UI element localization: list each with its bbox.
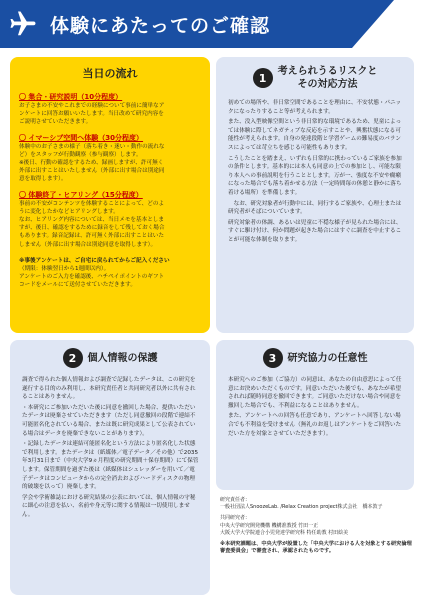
- privacy-paragraph: 調査で得られた個人情報および調査で記録したデータは、この研究を遂行する目的のみ利用し、本研究責任者と共同研究者以外に共有されることはありません。: [22, 377, 196, 401]
- section-number-badge: 2: [63, 348, 83, 368]
- flow-step-text: ど）をスタッフが行動観察（参与観察）します。: [19, 151, 142, 158]
- header-corner: [352, 0, 422, 48]
- credit-line: 中央大学研究開発機構 機構准教授 竹田一正: [220, 522, 319, 529]
- page-header: [0, 0, 422, 48]
- flow-step-text: 事前の不安がコンテンツを体験することによって、どのよ: [19, 200, 165, 207]
- airplane-icon: [0, 0, 46, 48]
- flow-step-text: なお、ヒアリング内容については、当日メモを基本としま: [19, 217, 164, 224]
- flow-note-text: コードをメールにて送付させていただきます。: [19, 282, 136, 289]
- research-credits: [220, 497, 416, 555]
- credit-line: 研究責任者：: [220, 497, 251, 503]
- flow-notes: [19, 257, 202, 290]
- risk-body: [216, 91, 414, 245]
- flow-step: [19, 133, 202, 184]
- risk-heading: [216, 65, 414, 91]
- flow-step-text: すが、後日、確認をするために録音をして残しておく場合: [19, 225, 165, 232]
- voluntary-heading: [216, 348, 414, 368]
- flow-step-text: ンケートに回答お願いいたします。当日改めて研究内容を: [19, 111, 164, 118]
- voluntary-body: [216, 368, 414, 438]
- flow-step: [19, 190, 202, 249]
- flow-note-text: アンケートのご入力を確認後、ハチペイポイントのギフト: [19, 274, 165, 281]
- privacy-paragraph: 学会や学術雑誌における研究結果の公表においては、個人情報の守秘に細心の注意を払い、名前や身元等に関する情報は一切使用しません。: [22, 494, 196, 518]
- flow-step-text: ※後日、行動の確認をするため、録画しますが、許可無く: [19, 160, 164, 167]
- flow-step: [19, 92, 202, 127]
- page-title: 体験にあたってのご確認: [50, 14, 271, 37]
- credit-line: 共同研究者：: [220, 515, 251, 522]
- risk-paragraph: 研究対象者の体調、あるいは児童に不穏な様子が見られた場合には、すぐに駆け付け、何か問題が起きた場合にはすぐに調査を中止することが可能な体制を取ります。: [228, 219, 402, 243]
- risk-title-line: その対応方法: [297, 79, 358, 90]
- privacy-title: 個人情報の保護: [87, 352, 158, 364]
- risk-paragraph: こうしたことを踏まえ、いずれも日常的に携わっているご家族を参加の条件とします。基本的には本人も同意の上での参加とし、可能な限り本人への事前説明を行うこととします。万が一、強度な不安や癇癪になった場合でも落ち着かせる方法（一定時間毎の休憩と静かに落ち着ける場所）を準備します。: [228, 155, 402, 196]
- flow-step-text: 外部に出すことはいたしません（外部に出す場合は別途同: [19, 168, 165, 175]
- flow-step-text: もあります。録音記録は、許可無く外部に出すことはいた: [19, 233, 164, 240]
- section-number-badge: 1: [253, 68, 273, 88]
- flow-panel: [10, 57, 210, 333]
- credit-line: 一般社団法人SnoozeLab. /Relax Creation project株式会社 橋本敦子: [220, 504, 383, 511]
- flow-note-text: ※事後アンケートは、ご自宅に戻られてからご記入ください: [19, 257, 170, 264]
- voluntary-title: 研究協力の任意性: [287, 352, 368, 364]
- risk-title: [278, 65, 378, 91]
- flow-step-heading: 〇 体験終了・ヒアリング（15分程度）: [19, 190, 143, 199]
- voluntary-panel: [216, 340, 414, 490]
- risk-paragraph: また、没入型映像空間という非日常的な環境であるため、児童によっては体験に際してネガティブな反応を示すことや、興奮状態になる可能性が考えられます。自身の発達段階と学習ゲームの難易度のバランスによっては苛立ちを感じる可能性もあります。: [228, 119, 402, 151]
- ethics-approval-note: ※本研究課題は、中央大学が設置した「中央大学における人を対象とする研究倫理審査委員会」で審査され、承認されたものです。: [220, 541, 412, 555]
- risk-paragraph: 初めての場所や、非日常空間であることを理由に、不安状態・パニックになったりすること等が考えられます。: [228, 100, 402, 115]
- flow-step-text: 意を取得します）。: [19, 176, 67, 183]
- privacy-paragraph: ・本研究にご参加いただいた後に同意を撤回した場合、提供いただいたデータは廃棄させていただきます（ただし同意撤回の段階で連結不可能匿名化されている場合、または既に研究成果として公表されている場合はデータを廃棄できないことがあります）。: [22, 404, 196, 437]
- privacy-paragraph: ・記録したデータは連結可能匿名化という方法により匿名化した状態で利用します。またデータは（紙媒体／電子データ／その他）で2035年3月31日まで（中央大学9ヵ月程度の研究期間＋保存期間）にて保管します。保管期間を過ぎた後は（紙媒体はシュレッダーを用いて／電子データはコンピュータからの完全消去およびハードディスクの物理的破壊を以って）廃棄します。: [22, 441, 199, 491]
- risk-panel: [216, 57, 414, 333]
- voluntary-paragraph: また、アンケートへの回答も任意であり、アンケートへ回答しない場合でも不利益を受けません（無礼のお返しはアンケートをご回答いただいた方を対象とさせていただきます）。: [228, 413, 402, 437]
- flow-step-text: ご説明させていただきます。: [19, 119, 92, 126]
- flow-step-heading: 〇 集合・研究説明（10分程度）: [19, 93, 123, 101]
- privacy-panel: [10, 340, 210, 595]
- flow-step-text: お子さまの不安やこれまでの経験について事前に簡単なア: [19, 103, 165, 109]
- flow-step-heading: 〇 イマーシブ空間へ体験（30分程度）: [19, 133, 144, 142]
- credit-line: 大阪大学大学院連合小児発達学研究科 特任助教 村田絵美: [220, 529, 349, 536]
- flow-title: 当日の流れ: [82, 67, 138, 80]
- flow-steps: [10, 81, 210, 290]
- flow-step-text: しません（外部に出す場合は別途同意を取得します）。: [19, 241, 157, 248]
- voluntary-paragraph: 本研究へのご参加（ご協力）の同意は、あなたの自由意思によって任意にお決めいただくものです。同意いただいた後でも、あなたが希望されれば随時同意を撤回できます。ご同意いただけない場合や同意を撤回した場合でも、不利益になることはありません。: [228, 377, 402, 409]
- risk-paragraph: なお、研究対象者が行動中には、同行するご家族や、心理士または研究者がそばについています。: [228, 200, 402, 216]
- privacy-heading: [10, 348, 210, 368]
- flow-step-text: 体験中のお子さまの様子（落ち着き・迷い・動作の流れな: [19, 143, 165, 150]
- flow-step-text: うに変化したかなどヒアリングします。: [19, 208, 119, 215]
- flow-note-text: （期限：体験翌日から1週間以内）。: [19, 266, 110, 273]
- privacy-body: [10, 368, 210, 520]
- risk-title-line: 考えられうるリスクと: [277, 66, 378, 77]
- section-number-badge: 3: [263, 348, 283, 368]
